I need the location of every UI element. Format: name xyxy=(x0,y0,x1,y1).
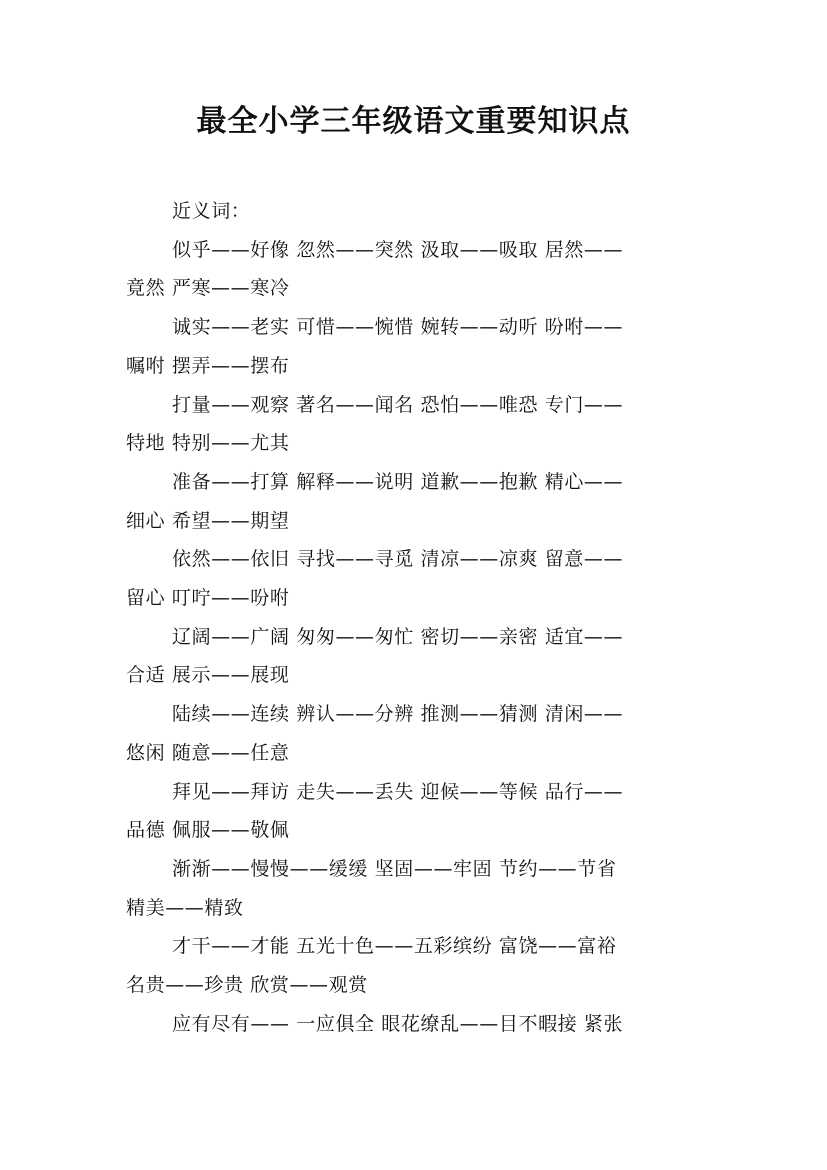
synonym-line: 应有尽有—— 一应俱全 眼花缭乱——目不暇接 紧张 xyxy=(172,1012,624,1035)
synonym-line: 依然——依旧 寻找——寻觅 清凉——凉爽 留意—— xyxy=(172,548,624,571)
synonym-line: 合适 展示——展现 xyxy=(126,664,290,687)
document-body xyxy=(126,192,704,1043)
synonym-line: 似乎——好像 忽然——突然 汲取——吸取 居然—— xyxy=(172,238,624,261)
synonym-line: 陆续——连续 辨认——分辨 推测——猜测 清闲—— xyxy=(172,703,624,726)
synonym-line: 准备——打算 解释——说明 道歉——抱歉 精心—— xyxy=(172,470,624,493)
synonym-paragraph-9 xyxy=(126,850,704,927)
synonym-line: 渐渐——慢慢——缓缓 坚固——牢固 节约——节省 xyxy=(172,857,617,880)
synonym-line: 诚实——老实 可惜——惋惜 婉转——动听 吩咐—— xyxy=(172,316,624,339)
synonym-line: 细心 希望——期望 xyxy=(126,509,290,532)
synonym-line: 品德 佩服——敬佩 xyxy=(126,819,290,842)
synonym-paragraph-2 xyxy=(126,308,704,385)
synonym-paragraph-6 xyxy=(126,618,704,695)
synonym-paragraph-8 xyxy=(126,773,704,850)
synonym-line: 特地 特别——尤其 xyxy=(126,432,290,455)
synonym-line: 辽阔——广阔 匆匆——匆忙 密切——亲密 适宜—— xyxy=(172,625,624,648)
synonym-line: 竟然 严寒——寒冷 xyxy=(126,277,290,300)
synonym-line: 留心 叮咛——吩咐 xyxy=(126,587,290,610)
synonym-paragraph-5 xyxy=(126,540,704,617)
synonym-line: 才干——才能 五光十色——五彩缤纷 富饶——富裕 xyxy=(172,935,617,958)
synonym-paragraph-7 xyxy=(126,695,704,772)
synonym-line: 拜见——拜访 走失——丢失 迎候——等候 品行—— xyxy=(172,780,624,803)
synonym-line: 打量——观察 著名——闻名 恐怕——唯恐 专门—— xyxy=(172,393,624,416)
synonym-paragraph-1 xyxy=(126,231,704,308)
document-title: 最全小学三年级语文重要知识点 xyxy=(196,104,631,139)
synonym-line: 精美——精致 xyxy=(126,896,244,919)
synonym-paragraph-4 xyxy=(126,463,704,540)
synonym-line: 名贵——珍贵 欣赏——观赏 xyxy=(126,974,368,997)
synonym-paragraph-11 xyxy=(126,1005,704,1044)
synonym-line: 嘱咐 摆弄——摆布 xyxy=(126,354,290,377)
synonym-paragraph-3 xyxy=(126,386,704,463)
synonym-paragraph-10 xyxy=(126,927,704,1004)
section-heading: 近义词： xyxy=(172,200,251,222)
synonym-line: 悠闲 随意——任意 xyxy=(126,741,290,764)
